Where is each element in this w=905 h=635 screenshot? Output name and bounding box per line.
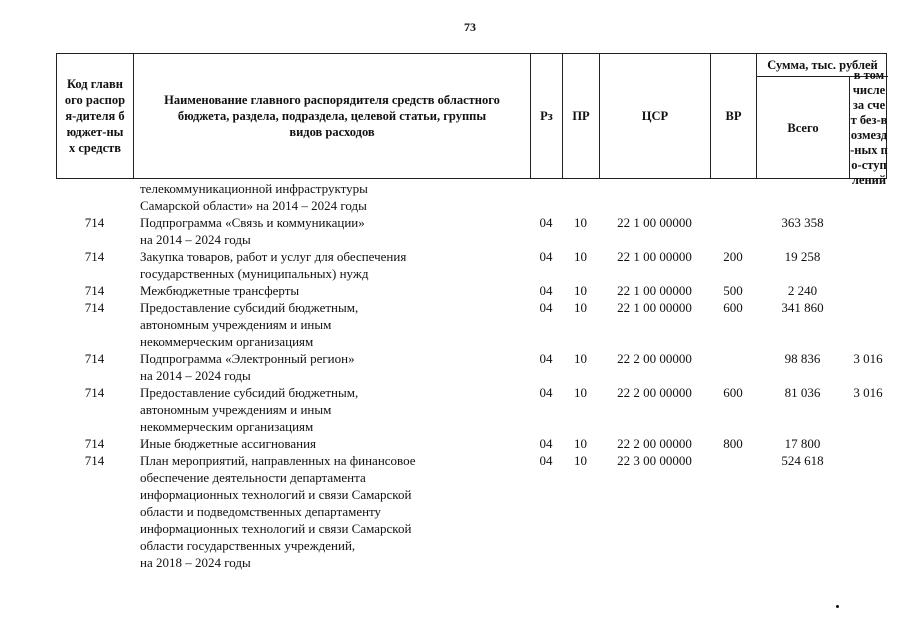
table-row <box>56 299 887 350</box>
row-name: Подпрограмма «Электронный регион» на 2014 – 2024 годы <box>140 351 355 383</box>
row-vr: 800 <box>723 436 743 451</box>
row-vr: 500 <box>723 283 743 298</box>
row-csr: 22 1 00 00000 <box>617 300 692 315</box>
header-sum <box>757 54 888 187</box>
header-code <box>57 54 134 178</box>
row-total: 19 258 <box>784 249 821 264</box>
row-pr: 10 <box>574 300 587 315</box>
row-name: Межбюджетные трансферты <box>140 283 300 298</box>
row-name: Предоставление субсидий бюджетным, автономным учреждениям и иным некоммерческим организациям <box>140 385 359 434</box>
header-sum-label: Сумма, тыс. рублей <box>757 54 888 77</box>
row-name: План мероприятий, направленных на финансовое обеспечение деятельности департамента информационных технологий и связи Самарской области и подведомственных департаменту информационных технологий и связи Самарской области государственных учреждений, на 2018 – 2024 годы <box>140 453 416 570</box>
table-row <box>56 384 887 435</box>
header-incl <box>850 67 888 187</box>
row-csr: 22 3 00 00000 <box>617 453 692 468</box>
table-row <box>56 435 887 452</box>
row-name: Иные бюджетные ассигнования <box>140 436 317 451</box>
header-csr: ЦСР <box>600 54 711 178</box>
row-rz: 04 <box>539 215 553 230</box>
table-row <box>56 282 887 299</box>
row-total: 363 358 <box>781 215 824 230</box>
row-code: 714 <box>84 351 105 366</box>
row-code: 714 <box>84 385 105 400</box>
row-csr: 22 1 00 00000 <box>617 249 692 264</box>
row-total: 98 836 <box>784 351 821 366</box>
header-incl-label: в том числе за счет без-возмезд-ных по-ступлений <box>850 67 888 187</box>
row-vr: 200 <box>723 249 743 264</box>
row-pr: 10 <box>574 249 587 264</box>
row-name: телекоммуникационной инфраструктуры Самарской области» на 2014 – 2024 годы <box>140 181 368 213</box>
row-pr: 10 <box>574 453 587 468</box>
row-code: 714 <box>84 436 105 451</box>
table-header <box>56 53 888 187</box>
header-rz: Рз <box>531 54 563 178</box>
row-rz: 04 <box>539 351 553 366</box>
row-rz: 04 <box>539 283 553 298</box>
scan-speck <box>836 605 839 608</box>
row-csr: 22 2 00 00000 <box>617 385 692 400</box>
row-name: Закупка товаров, работ и услуг для обеспечения государственных (муниципальных) нужд <box>140 249 407 281</box>
row-rz: 04 <box>539 300 553 315</box>
table-row <box>56 452 887 571</box>
row-rz: 04 <box>539 385 553 400</box>
row-total: 2 240 <box>787 283 818 298</box>
row-incl: 3 016 <box>853 385 883 400</box>
header-code-label: Код главного распоря-дителя бюджет-ных средств <box>64 77 126 155</box>
table-row <box>56 248 887 282</box>
row-pr: 10 <box>574 351 587 366</box>
row-total: 17 800 <box>784 436 821 451</box>
row-code: 714 <box>84 249 105 264</box>
row-csr: 22 1 00 00000 <box>617 215 692 230</box>
page-number: 73 <box>464 20 476 34</box>
table-row <box>56 214 887 248</box>
row-total: 524 618 <box>781 453 824 468</box>
row-rz: 04 <box>539 453 553 468</box>
row-pr: 10 <box>574 215 587 230</box>
row-vr: 600 <box>723 300 743 315</box>
row-incl: 3 016 <box>853 351 883 366</box>
row-code: 714 <box>84 215 105 230</box>
row-code: 714 <box>84 300 105 315</box>
row-rz: 04 <box>539 249 553 264</box>
header-vr: ВР <box>711 54 757 178</box>
row-total: 341 860 <box>781 300 824 315</box>
row-csr: 22 2 00 00000 <box>617 351 692 366</box>
header-name-label: Наименование главного распорядителя средств областного бюджета, раздела, подраздела, целевой статьи, группы видов расходов <box>164 93 500 139</box>
table-body <box>56 180 887 571</box>
row-name: Предоставление субсидий бюджетным, автономным учреждениям и иным некоммерческим организациям <box>140 300 359 349</box>
row-pr: 10 <box>574 385 587 400</box>
header-pr: ПР <box>563 54 600 178</box>
table-row <box>56 350 887 384</box>
row-vr: 600 <box>723 385 743 400</box>
row-code: 714 <box>84 283 105 298</box>
row-code: 714 <box>84 453 105 468</box>
row-rz: 04 <box>539 436 553 451</box>
row-total: 81 036 <box>784 385 821 400</box>
row-csr: 22 2 00 00000 <box>617 436 692 451</box>
header-name <box>134 54 531 178</box>
row-pr: 10 <box>574 436 587 451</box>
header-total: Всего <box>757 77 850 178</box>
row-pr: 10 <box>574 283 587 298</box>
row-csr: 22 1 00 00000 <box>617 283 692 298</box>
table-row <box>56 180 887 214</box>
row-name: Подпрограмма «Связь и коммуникации» на 2014 – 2024 годы <box>140 215 365 247</box>
